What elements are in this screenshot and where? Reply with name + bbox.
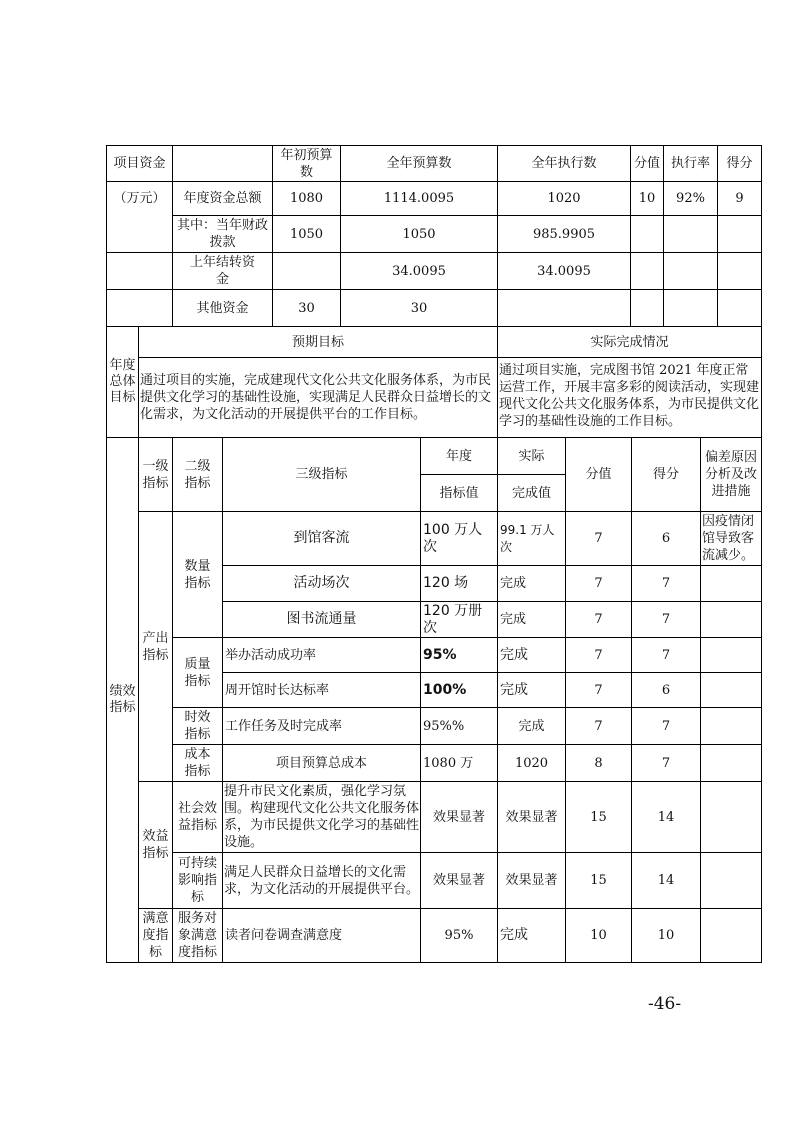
indicator-actual: 完成 xyxy=(500,612,527,627)
budget-row-label: 上年结转资金 xyxy=(189,255,255,287)
budget-full: 1114.0095 xyxy=(383,191,455,206)
indicator-actual: 99.1 万人次 xyxy=(500,522,555,554)
budget-row-label: 年度资金总额 xyxy=(183,191,262,206)
indicator-got: 7 xyxy=(661,755,671,771)
header-actual-value: 完成值 xyxy=(511,485,551,501)
subgroup-sustainable: 可持续影响指标 xyxy=(177,856,217,905)
header-deviation: 偏差原因分析及改进措施 xyxy=(704,450,757,499)
budget-initial: 1080 xyxy=(289,191,324,206)
budget-rate: 92% xyxy=(676,191,705,206)
indicator-target: 1080 万 xyxy=(423,755,474,771)
indicator-got: 7 xyxy=(661,576,671,591)
col-execution: 全年执行数 xyxy=(531,156,597,171)
header-actual: 实际 xyxy=(518,448,545,464)
budget-unit: （万元） xyxy=(113,191,166,206)
header-level1: 一级指标 xyxy=(142,458,169,491)
indicator-actual: 完成 xyxy=(518,718,545,734)
indicator-target: 100% xyxy=(423,681,467,698)
indicator-got: 6 xyxy=(661,682,671,698)
indicator-name: 举办活动成功率 xyxy=(225,647,317,663)
indicator-score: 10 xyxy=(590,928,607,943)
indicator-actual: 完成 xyxy=(500,576,527,591)
indicator-name: 周开馆时长达标率 xyxy=(225,682,330,698)
expected-goal-text: 通过项目的实施，完成建现代文化公共文化服务体系，为市民提供文化学习的基础性设施，实现满足人民群众日益增长的文化需求，为文化活动的开展提供平台的工作目标。 xyxy=(140,373,492,422)
group-benefit: 效益指标 xyxy=(142,829,169,861)
indicator-name: 提升市民文化素质，强化学习氛围。构建现代文化公共文化服务体系，为市民提供文化学习的基础性设施。 xyxy=(224,784,420,850)
indicator-target: 120 场 xyxy=(423,575,469,591)
indicator-score: 8 xyxy=(594,755,603,771)
page-number: -46- xyxy=(648,994,682,1014)
indicator-score: 7 xyxy=(594,682,603,698)
indicator-score: 7 xyxy=(594,612,603,627)
performance-indicator-label: 绩效指标 xyxy=(109,684,136,715)
indicator-got: 10 xyxy=(657,928,675,943)
header-got-score: 得分 xyxy=(652,467,679,482)
subgroup-timeliness: 时效指标 xyxy=(184,710,211,742)
header-target-value: 指标值 xyxy=(439,485,479,501)
indicator-score: 7 xyxy=(594,647,603,663)
indicator-actual: 完成 xyxy=(500,646,528,663)
indicator-target: 95%% xyxy=(423,718,465,734)
indicator-got: 14 xyxy=(657,809,675,825)
subgroup-social-benefit: 社会效益指标 xyxy=(177,801,217,833)
budget-exec: 1020 xyxy=(547,191,581,206)
indicator-note: 因疫情闭馆导致客流减少。 xyxy=(702,514,755,563)
subgroup-quality: 质量指标 xyxy=(184,656,211,689)
indicator-got: 14 xyxy=(657,873,675,888)
budget-row-label: 其中：当年财政拨款 xyxy=(177,218,269,250)
header-level3: 三级指标 xyxy=(295,467,348,482)
indicator-got: 7 xyxy=(661,647,671,663)
subgroup-quantity: 数量指标 xyxy=(184,558,211,591)
indicator-target: 效果显著 xyxy=(432,873,485,888)
budget-row-label: 其他资金 xyxy=(196,300,249,316)
indicator-name: 项目预算总成本 xyxy=(275,755,367,771)
col-full-budget: 全年预算数 xyxy=(386,156,452,171)
budget-initial: 30 xyxy=(298,300,315,316)
budget-score: 10 xyxy=(638,191,656,206)
actual-completion-text: 通过项目实施，完成图书馆 2021 年度正常运营工作，开展丰富多彩的阅读活动，实现建现代文化公共文化服务体系，为市民提供文化学习的基础性设施的工作目标。 xyxy=(499,363,760,429)
indicator-name: 满足人民群众日益增长的文化需求，为文化活动的开展提供平台。 xyxy=(224,865,420,897)
indicator-actual: 完成 xyxy=(500,927,528,943)
header-score: 分值 xyxy=(585,467,612,482)
group-satisfaction: 满意度指标 xyxy=(142,911,169,960)
header-level2: 二级指标 xyxy=(184,458,211,491)
indicator-name: 到馆客流 xyxy=(293,530,350,546)
col-got-score: 得分 xyxy=(726,156,753,171)
indicator-got: 6 xyxy=(661,531,671,546)
annual-goal-label: 年度总体目标 xyxy=(109,358,136,405)
budget-heading: 项目资金 xyxy=(113,156,166,171)
indicator-target: 效果显著 xyxy=(432,809,485,825)
col-exec-rate: 执行率 xyxy=(670,156,710,171)
budget-full: 1050 xyxy=(402,226,436,242)
indicator-got: 7 xyxy=(661,718,671,734)
budget-exec: 34.0095 xyxy=(537,263,591,279)
indicator-target: 95% xyxy=(423,646,457,663)
indicator-name: 图书流通量 xyxy=(286,611,357,627)
indicator-actual: 效果显著 xyxy=(505,873,558,888)
indicator-name: 工作任务及时完成率 xyxy=(225,718,343,734)
expected-goal-header: 预期目标 xyxy=(291,334,344,350)
indicator-target: 95% xyxy=(444,928,474,943)
header-year-target: 年度 xyxy=(445,448,472,464)
col-score: 分值 xyxy=(633,156,660,171)
indicator-score: 7 xyxy=(594,576,603,591)
indicator-got: 7 xyxy=(661,612,671,627)
group-output: 产出指标 xyxy=(142,630,169,663)
indicator-score: 15 xyxy=(590,873,607,888)
actual-completion-header: 实际完成情况 xyxy=(590,334,669,350)
col-initial-budget: 年初预算数 xyxy=(280,147,333,180)
indicator-score: 7 xyxy=(594,718,603,734)
subgroup-service-satisfaction: 服务对象满意度指标 xyxy=(177,911,217,960)
subgroup-cost: 成本指标 xyxy=(184,747,211,779)
indicator-target: 120 万册次 xyxy=(423,602,483,636)
indicator-actual: 效果显著 xyxy=(505,809,558,825)
indicator-actual: 1020 xyxy=(514,755,549,771)
indicator-target: 100 万人次 xyxy=(423,521,483,555)
budget-exec: 985.9905 xyxy=(532,226,596,242)
budget-full: 34.0095 xyxy=(392,263,446,279)
indicator-score: 7 xyxy=(594,531,603,546)
indicator-score: 15 xyxy=(590,809,607,825)
budget-initial: 1050 xyxy=(289,226,324,242)
indicator-name: 活动场次 xyxy=(293,575,350,591)
budget-got: 9 xyxy=(735,191,744,206)
indicator-name: 读者问卷调查满意度 xyxy=(225,928,343,943)
budget-full: 30 xyxy=(410,300,428,316)
indicator-actual: 完成 xyxy=(500,681,528,698)
